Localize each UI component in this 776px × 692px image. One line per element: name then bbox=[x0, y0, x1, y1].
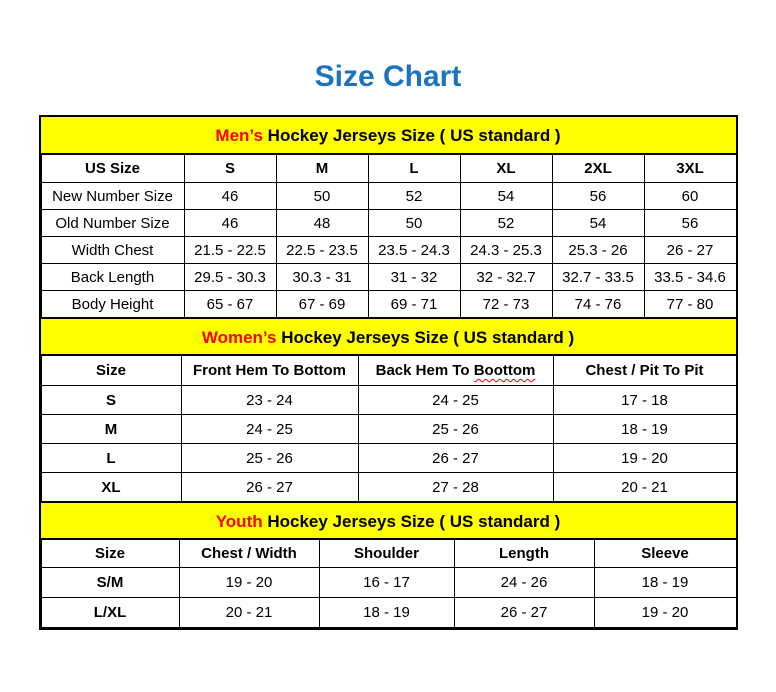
table-cell: 21.5 - 22.5 bbox=[184, 237, 276, 264]
table-cell: 65 - 67 bbox=[184, 291, 276, 318]
column-header: L bbox=[368, 155, 460, 183]
mens-title-accent: Men’s bbox=[215, 126, 263, 145]
table-row bbox=[41, 264, 736, 291]
table-cell: 29.5 - 30.3 bbox=[184, 264, 276, 291]
row-label: S bbox=[41, 386, 181, 415]
table-cell: 54 bbox=[460, 183, 552, 210]
table-cell: 20 - 21 bbox=[179, 598, 319, 628]
row-label: L/XL bbox=[41, 598, 179, 628]
column-header: 2XL bbox=[552, 155, 644, 183]
table-cell: 54 bbox=[552, 210, 644, 237]
column-header: Chest / Width bbox=[179, 540, 319, 568]
youth-section bbox=[41, 502, 736, 628]
row-label: Old Number Size bbox=[41, 210, 184, 237]
table-cell: 26 - 27 bbox=[181, 473, 358, 502]
row-label: M bbox=[41, 415, 181, 444]
row-label: XL bbox=[41, 473, 181, 502]
table-cell: 52 bbox=[460, 210, 552, 237]
table-cell: 50 bbox=[276, 183, 368, 210]
header-row bbox=[41, 155, 736, 183]
table-cell: 72 - 73 bbox=[460, 291, 552, 318]
youth-title-rest: Hockey Jerseys Size ( US standard ) bbox=[262, 512, 561, 531]
table-cell: 22.5 - 23.5 bbox=[276, 237, 368, 264]
table-cell: 24 - 25 bbox=[358, 386, 553, 415]
table-cell: 74 - 76 bbox=[552, 291, 644, 318]
table-cell: 18 - 19 bbox=[594, 568, 736, 598]
page-title: Size Chart bbox=[314, 60, 462, 93]
table-cell: 24.3 - 25.3 bbox=[460, 237, 552, 264]
column-header: 3XL bbox=[644, 155, 736, 183]
table-cell: 25 - 26 bbox=[181, 444, 358, 473]
womens-title-rest: Hockey Jerseys Size ( US standard ) bbox=[276, 328, 575, 347]
row-label: New Number Size bbox=[41, 183, 184, 210]
table-cell: 18 - 19 bbox=[319, 598, 454, 628]
table-cell: 30.3 - 31 bbox=[276, 264, 368, 291]
table-cell: 19 - 20 bbox=[594, 598, 736, 628]
table-cell: 33.5 - 34.6 bbox=[644, 264, 736, 291]
table-row bbox=[41, 291, 736, 318]
column-header: Size bbox=[41, 540, 179, 568]
table-row bbox=[41, 386, 736, 415]
table-cell: 23.5 - 24.3 bbox=[368, 237, 460, 264]
table-cell: 16 - 17 bbox=[319, 568, 454, 598]
column-header: Sleeve bbox=[594, 540, 736, 568]
mens-section-title bbox=[41, 117, 736, 154]
table-cell: 32.7 - 33.5 bbox=[552, 264, 644, 291]
table-row bbox=[41, 183, 736, 210]
row-label: Width Chest bbox=[41, 237, 184, 264]
table-row bbox=[41, 444, 736, 473]
header-row bbox=[41, 540, 736, 568]
column-header: S bbox=[184, 155, 276, 183]
table-cell: 19 - 20 bbox=[553, 444, 736, 473]
youth-section-title bbox=[41, 502, 736, 539]
table-cell: 25.3 - 26 bbox=[552, 237, 644, 264]
table-cell: 26 - 27 bbox=[358, 444, 553, 473]
table-cell: 56 bbox=[552, 183, 644, 210]
table-cell: 46 bbox=[184, 210, 276, 237]
table-cell: 26 - 27 bbox=[644, 237, 736, 264]
table-cell: 46 bbox=[184, 183, 276, 210]
table-cell: 24 - 26 bbox=[454, 568, 594, 598]
column-header: Shoulder bbox=[319, 540, 454, 568]
table-cell: 24 - 25 bbox=[181, 415, 358, 444]
table-cell: 48 bbox=[276, 210, 368, 237]
table-row bbox=[41, 237, 736, 264]
column-header: Size bbox=[41, 356, 181, 386]
size-chart bbox=[39, 115, 738, 630]
table-cell: 18 - 19 bbox=[553, 415, 736, 444]
table-cell: 17 - 18 bbox=[553, 386, 736, 415]
mens-section bbox=[41, 117, 736, 318]
column-header: XL bbox=[460, 155, 552, 183]
table-cell: 52 bbox=[368, 183, 460, 210]
table-cell: 60 bbox=[644, 183, 736, 210]
table-cell: 26 - 27 bbox=[454, 598, 594, 628]
row-label: S/M bbox=[41, 568, 179, 598]
column-header: Length bbox=[454, 540, 594, 568]
row-label: Body Height bbox=[41, 291, 184, 318]
mens-table bbox=[41, 154, 737, 318]
table-cell: 67 - 69 bbox=[276, 291, 368, 318]
mens-title-rest: Hockey Jerseys Size ( US standard ) bbox=[262, 126, 561, 145]
table-cell: 19 - 20 bbox=[179, 568, 319, 598]
table-row bbox=[41, 210, 736, 237]
womens-section bbox=[41, 318, 736, 502]
table-cell: 23 - 24 bbox=[181, 386, 358, 415]
table-cell: 77 - 80 bbox=[644, 291, 736, 318]
table-row bbox=[41, 473, 736, 502]
youth-title-accent: Youth bbox=[215, 512, 263, 531]
table-row bbox=[41, 568, 736, 598]
womens-table bbox=[41, 355, 737, 502]
column-header: Chest / Pit To Pit bbox=[553, 356, 736, 386]
table-cell: 56 bbox=[644, 210, 736, 237]
table-cell: 20 - 21 bbox=[553, 473, 736, 502]
table-cell: 27 - 28 bbox=[358, 473, 553, 502]
womens-section-title bbox=[41, 318, 736, 355]
column-header: Front Hem To Bottom bbox=[181, 356, 358, 386]
table-row bbox=[41, 415, 736, 444]
table-cell: 69 - 71 bbox=[368, 291, 460, 318]
table-cell: 25 - 26 bbox=[358, 415, 553, 444]
column-header: M bbox=[276, 155, 368, 183]
table-row bbox=[41, 598, 736, 628]
table-cell: 32 - 32.7 bbox=[460, 264, 552, 291]
womens-title-accent: Women’s bbox=[201, 328, 277, 347]
column-header: US Size bbox=[41, 155, 184, 183]
misspelled-word: Boottom bbox=[473, 362, 536, 379]
table-cell: 31 - 32 bbox=[368, 264, 460, 291]
row-label: Back Length bbox=[41, 264, 184, 291]
table-cell: 50 bbox=[368, 210, 460, 237]
column-header: Back Hem To Boottom bbox=[358, 356, 553, 386]
row-label: L bbox=[41, 444, 181, 473]
youth-table bbox=[41, 539, 737, 628]
header-row bbox=[41, 356, 736, 386]
